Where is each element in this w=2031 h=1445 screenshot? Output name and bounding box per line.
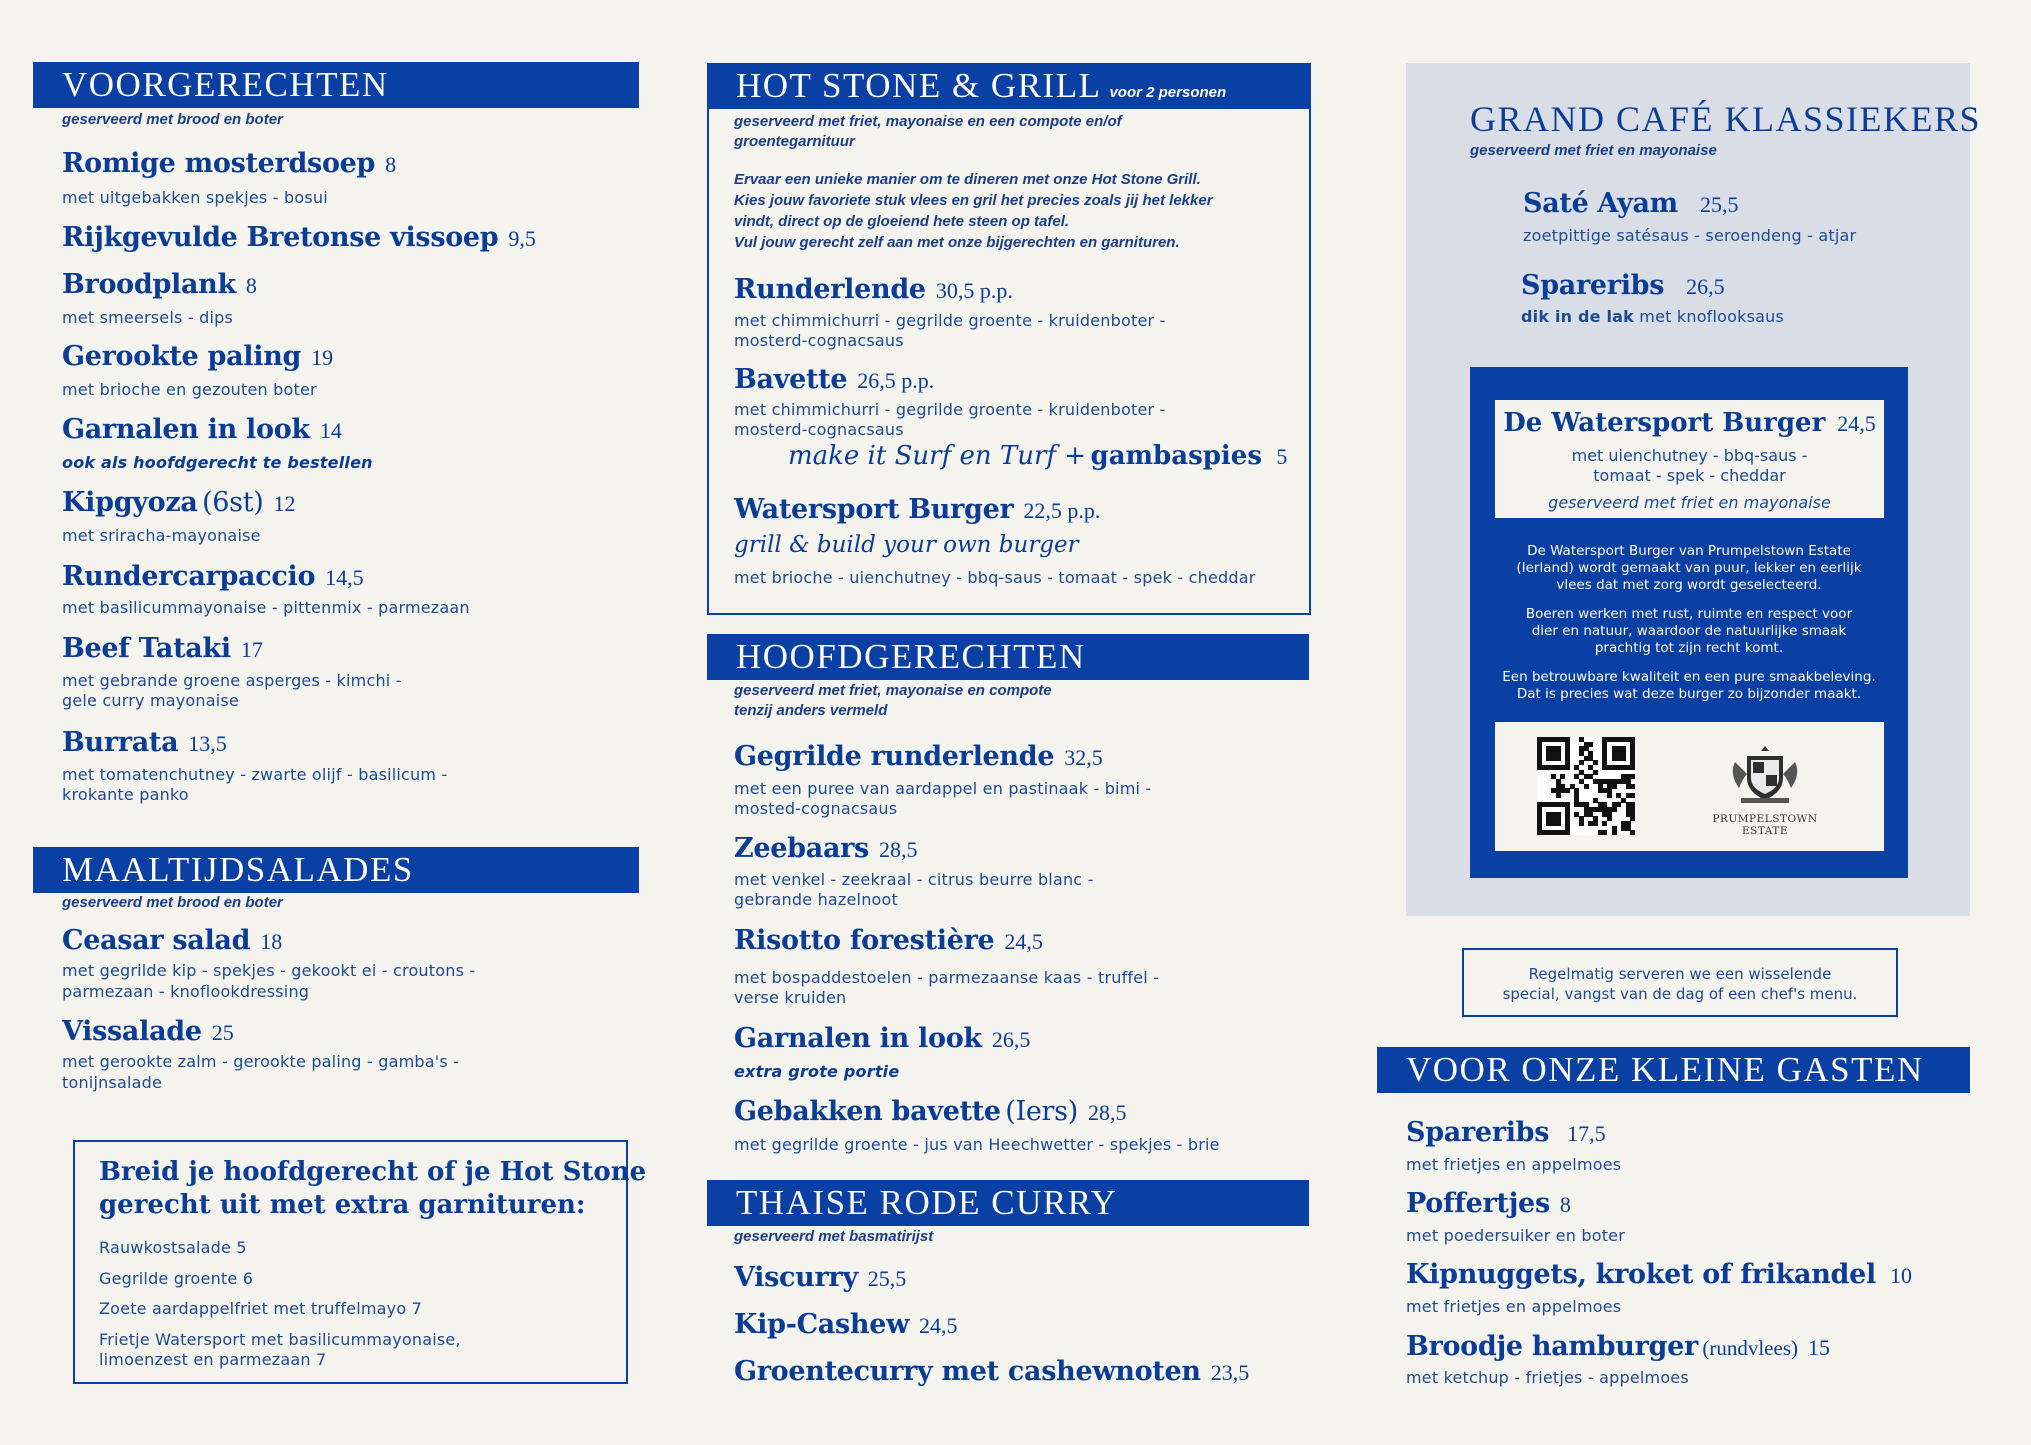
item-desc: [1521, 307, 1784, 327]
item-desc: verse kruiden: [734, 988, 847, 1007]
qr-module: [1579, 821, 1584, 826]
item-desc: met gerookte zalm - gerookte paling - gamba's -: [62, 1052, 460, 1071]
menu-item: [1406, 1331, 1830, 1362]
item-desc: met tomatenchutney - zwarte olijf - basilicum -: [62, 765, 448, 784]
story-line: De Watersport Burger van Prumpelstown Estate: [1527, 543, 1851, 559]
item-desc: mosterd-cognacsaus: [734, 331, 904, 350]
item-price: 25,5: [867, 1266, 907, 1291]
section-note-line: geserveerd met friet, mayonaise en compote: [734, 682, 1052, 699]
section-title-hotstone: [707, 63, 1311, 109]
menu-item: [62, 561, 364, 592]
item-price: 28,5: [878, 837, 918, 862]
item-price: 9,5: [508, 226, 536, 251]
item-name: Saté Ayam: [1523, 188, 1678, 219]
section-title-voorgerechten: VOORGERECHTEN: [33, 62, 639, 108]
menu-item: [1521, 270, 1725, 301]
qr-module: [1565, 765, 1570, 770]
item-name: Zeebaars: [734, 833, 869, 864]
intro-line: Kies jouw favoriete stuk vlees en gril het precies zoals jij het lekker: [734, 192, 1213, 209]
item-desc: met brioche en gezouten boter: [62, 380, 317, 399]
item-desc: met gebrande groene asperges - kimchi -: [62, 671, 402, 690]
section-title-hoofdgerechten: HOOFDGERECHTEN: [707, 634, 1309, 680]
item-desc: met een puree van aardappel en pastinaak - bimi -: [734, 779, 1152, 798]
garnituur-item: limoenzest en parmezaan 7: [99, 1350, 327, 1369]
item-name: Gegrilde runderlende: [734, 741, 1055, 772]
garnituur-item: Gegrilde groente 6: [99, 1269, 254, 1288]
item-price: 18: [260, 929, 283, 954]
qr-module: [1612, 830, 1617, 835]
item-desc: met frietjes en appelmoes: [1406, 1297, 1622, 1316]
intro-line: vindt, direct op de gloeiend hete steen op tafel.: [734, 213, 1070, 230]
item-name: Groentecurry met cashewnoten: [734, 1356, 1201, 1387]
burger-price: 24,5: [1837, 411, 1876, 436]
item-desc: met basilicummayonaise - pittenmix - parmezaan: [62, 598, 470, 617]
qr-module: [1565, 830, 1570, 835]
menu-item: [62, 487, 296, 518]
item-name: Risotto forestière: [734, 925, 995, 956]
item-note: ook als hoofdgerecht te bestellen: [62, 453, 373, 472]
item-desc: mosterd-cognacsaus: [734, 420, 904, 439]
item-name: Burrata: [62, 727, 179, 758]
section-note: [734, 112, 1122, 152]
section-title-small: voor 2 personen: [1109, 84, 1227, 101]
item-name: Rijkgevulde Bretonse vissoep: [62, 222, 499, 253]
qr-logo-card: [1495, 722, 1884, 851]
surf-turf-bold: gambaspies: [1090, 441, 1262, 471]
item-desc-bold: dik in de lak: [1521, 307, 1634, 326]
item-name: Broodplank: [62, 269, 236, 300]
hotstone-intro: [734, 169, 1213, 253]
section-note-line: tenzij anders vermeld: [734, 702, 888, 719]
item-desc: met frietjes en appelmoes: [1406, 1155, 1622, 1174]
item-name: Watersport Burger: [734, 494, 1014, 525]
special-line: special, vangst van de dag of een chef's menu.: [1502, 985, 1858, 1003]
story-line: Boeren werken met rust, ruimte en respect voor: [1525, 606, 1853, 622]
item-price: 15: [1808, 1335, 1830, 1360]
item-price: 19: [311, 345, 334, 370]
qr-module: [1556, 756, 1561, 761]
item-price: 14: [319, 418, 342, 443]
burger-desc-line: met uienchutney - bbq-saus -: [1571, 446, 1808, 465]
qr-module: [1616, 802, 1621, 807]
menu-item: [734, 925, 1043, 956]
qr-module: [1602, 830, 1607, 835]
menu-item: [734, 1262, 906, 1293]
burger-story: [1470, 543, 1908, 703]
menu-item: [734, 1309, 958, 1340]
qr-module: [1630, 830, 1635, 835]
menu-item: [1406, 1188, 1571, 1219]
menu-item: [734, 833, 917, 864]
qr-module: [1607, 816, 1612, 821]
item-price: 8: [245, 273, 257, 298]
item-price: 14,5: [325, 565, 364, 590]
item-desc: met brioche - uienchutney - bbq-saus - tomaat - spek - cheddar: [734, 568, 1256, 587]
item-name: Spareribs: [1406, 1117, 1550, 1148]
item-name: Garnalen in look: [62, 414, 310, 445]
logo-line: PRUMPELSTOWN: [1712, 813, 1818, 825]
special-text: [1464, 964, 1896, 1004]
menu-item: [734, 274, 1013, 305]
section-note-line: geserveerd met friet, mayonaise en een compote en/of: [734, 113, 1122, 130]
qr-module: [1630, 765, 1635, 770]
section-title: HOT STONE & GRILL: [736, 66, 1102, 105]
item-name: Spareribs: [1521, 270, 1665, 301]
item-name: Kipnuggets, kroket of frikandel: [1406, 1259, 1876, 1290]
qr-module: [1579, 760, 1584, 765]
item-desc: met chimmichurri - gegrilde groente - kruidenboter -: [734, 311, 1166, 330]
item-price: 10: [1889, 1263, 1912, 1288]
item-name: Poffertjes: [1406, 1188, 1550, 1219]
item-name: Vissalade: [62, 1016, 202, 1047]
item-name: Beef Tataki: [62, 633, 231, 664]
story-line: vlees dat met zorg wordt geselecteerd.: [1556, 577, 1822, 593]
menu-item: [62, 222, 536, 253]
section-note: geserveerd met brood en boter: [62, 894, 283, 911]
item-desc: mosted-cognacsaus: [734, 799, 898, 818]
menu-item: [734, 1356, 1249, 1387]
qr-module: [1556, 821, 1561, 826]
item-price: 12: [273, 491, 296, 516]
menu-item: [734, 494, 1100, 525]
item-desc-rest: met knoflooksaus: [1639, 307, 1785, 326]
special-box: [1462, 948, 1898, 1017]
item-name-extra: (rundvlees): [1702, 1336, 1798, 1360]
item-name: Runderlende: [734, 274, 926, 305]
section-note: geserveerd met basmatirijst: [734, 1228, 934, 1245]
menu-item: [62, 269, 257, 300]
item-desc: met gegrilde kip - spekjes - gekookt ei - croutons -: [62, 961, 476, 980]
item-price: 17: [240, 637, 263, 662]
qr-module: [1588, 742, 1593, 747]
burger-card: [1495, 400, 1884, 518]
item-price: 8: [1559, 1192, 1571, 1217]
qr-module: [1560, 774, 1565, 779]
item-price: 32,5: [1064, 745, 1103, 770]
item-price: 25: [211, 1020, 234, 1045]
section-note: [734, 681, 1052, 721]
qr-module: [1602, 821, 1607, 826]
qr-module: [1630, 774, 1635, 779]
burger-title: [1495, 408, 1884, 438]
menu-item: [734, 1023, 1030, 1054]
garnituur-item: Zoete aardappelfriet met truffelmayo 7: [99, 1299, 422, 1318]
burger-desc-line: tomaat - spek - cheddar: [1593, 466, 1786, 485]
item-desc: met gegrilde groente - jus van Heechwetter - spekjes - brie: [734, 1135, 1220, 1154]
qr-module: [1612, 807, 1617, 812]
menu-item: [62, 341, 333, 372]
item-name: Ceasar salad: [62, 925, 251, 956]
qr-module: [1593, 821, 1598, 826]
garnituren-title-line: gerecht uit met extra garnituren:: [99, 1190, 586, 1220]
surf-turf-text: make it Surf en Turf +: [788, 441, 1087, 471]
menu-item: [734, 364, 934, 395]
item-price: 26,5: [1686, 274, 1725, 299]
crest-icon: [1705, 738, 1825, 808]
prumpelstown-logo: [1705, 738, 1825, 838]
qr-module: [1593, 760, 1598, 765]
story-line: prachtig tot zijn recht komt.: [1594, 640, 1784, 656]
menu-item: [1406, 1259, 1912, 1290]
item-name: Garnalen in look: [734, 1023, 982, 1054]
item-name: Gebakken bavette: [734, 1096, 1001, 1127]
item-name: Kipgyoza: [62, 487, 198, 518]
qr-module: [1556, 793, 1561, 798]
item-price: 24,5: [919, 1313, 958, 1338]
qr-code-icon[interactable]: [1537, 737, 1635, 835]
item-name: Rundercarpaccio: [62, 561, 316, 592]
item-desc: met bospaddestoelen - parmezaanse kaas - truffel -: [734, 968, 1160, 987]
qr-module: [1621, 756, 1626, 761]
logo-text: [1705, 813, 1825, 837]
garnituren-box: [73, 1140, 647, 1384]
qr-module: [1607, 793, 1612, 798]
burger-name: De Watersport Burger: [1503, 408, 1826, 438]
item-price: 8: [385, 152, 397, 177]
special-line: Regelmatig serveren we een wisselende: [1528, 965, 1832, 983]
section-note: geserveerd met brood en boter: [62, 111, 283, 128]
intro-line: Ervaar een unieke manier om te dineren met onze Hot Stone Grill.: [734, 171, 1201, 188]
menu-item: [62, 925, 282, 956]
garnituren-title-line: Breid je hoofdgerecht of je Hot Stone: [99, 1157, 647, 1187]
item-price: 28,5: [1087, 1100, 1127, 1125]
burger-desc: [1495, 446, 1884, 486]
item-price: 24,5: [1004, 929, 1043, 954]
item-name: Romige mosterdsoep: [62, 148, 376, 179]
item-name: Gerookte paling: [62, 341, 302, 372]
item-price: 13,5: [188, 731, 227, 756]
qr-module: [1612, 784, 1617, 789]
item-desc: parmezaan - knoflookdressing: [62, 982, 310, 1001]
item-price: 25,5: [1699, 192, 1739, 217]
menu-item: [1523, 188, 1738, 219]
section-title-maaltijdsalades: MAALTIJDSALADES: [33, 847, 639, 893]
qr-module: [1565, 788, 1570, 793]
item-desc: met ketchup - frietjes - appelmoes: [1406, 1368, 1689, 1387]
item-price: 23,5: [1210, 1360, 1250, 1385]
qr-module: [1630, 793, 1635, 798]
item-name-extra: (6st): [202, 487, 264, 518]
item-desc: met poedersuiker en boter: [1406, 1226, 1625, 1245]
section-title-kids: VOOR ONZE KLEINE GASTEN: [1377, 1047, 1970, 1093]
item-desc: met uitgebakken spekjes - bosui: [62, 188, 328, 207]
menu-item: [1406, 1117, 1606, 1148]
logo-line: ESTATE: [1742, 825, 1788, 837]
item-desc: gele curry mayonaise: [62, 691, 239, 710]
menu-item: [62, 727, 227, 758]
item-desc: met smeersels - dips: [62, 308, 233, 327]
story-line: Dat is precies wat deze burger zo bijzonder maakt.: [1516, 686, 1862, 702]
burger-tagline: grill & build your own burger: [734, 532, 1079, 558]
item-desc: met venkel - zeekraal - citrus beurre blanc -: [734, 870, 1094, 889]
story-line: Een betrouwbare kwaliteit en een pure smaakbeleving.: [1502, 669, 1876, 685]
item-note: extra grote portie: [734, 1062, 900, 1081]
menu-item: [734, 1096, 1126, 1127]
item-desc: gebrande hazelnoot: [734, 890, 898, 909]
surf-turf: [788, 441, 1287, 471]
item-desc: krokante panko: [62, 785, 189, 804]
qr-module: [1593, 770, 1598, 775]
story-line: (Ierland) wordt gemaakt van puur, lekker en eerlijk: [1516, 560, 1862, 576]
burger-note: geserveerd met friet en mayonaise: [1548, 493, 1831, 512]
item-desc: zoetpittige satésaus - seroendeng - atjar: [1523, 226, 1857, 245]
qr-module: [1584, 784, 1589, 789]
menu-item: [734, 741, 1103, 772]
story-line: dier en natuur, waardoor de natuurlijke smaak: [1531, 623, 1847, 639]
item-desc: tonijnsalade: [62, 1073, 163, 1092]
item-price: 5: [1276, 444, 1288, 469]
intro-line: Vul jouw gerecht zelf aan met onze bijgerechten en garnituren.: [734, 234, 1180, 251]
section-title-klassiekers: GRAND CAFÉ KLASSIEKERS: [1470, 99, 1982, 139]
item-price: 17,5: [1567, 1121, 1606, 1146]
section-title-curry: THAISE RODE CURRY: [707, 1180, 1309, 1226]
item-name: Bavette: [734, 364, 848, 395]
burger-feature: [1470, 367, 1908, 878]
item-name: Viscurry: [734, 1262, 858, 1293]
item-desc: met sriracha-mayonaise: [62, 526, 261, 545]
menu-item: [62, 148, 396, 179]
qr-module: [1630, 784, 1635, 789]
section-note: geserveerd met friet en mayonaise: [1470, 142, 1717, 159]
menu-item: [62, 633, 263, 664]
item-name: Broodje hamburger: [1406, 1331, 1698, 1362]
garnituren-title: [99, 1156, 646, 1222]
item-name-extra: (Iers): [1005, 1096, 1078, 1127]
menu-item: [62, 1016, 234, 1047]
garnituur-item: Frietje Watersport met basilicummayonaise,: [99, 1330, 461, 1349]
garnituur-item: Rauwkostsalade 5: [99, 1238, 247, 1257]
item-price: 26,5: [991, 1027, 1031, 1052]
item-price: 30,5 p.p.: [935, 278, 1013, 303]
item-name: Kip-Cashew: [734, 1309, 910, 1340]
item-price: 26,5 p.p.: [857, 368, 935, 393]
section-note-line: groentegarnituur: [734, 133, 855, 150]
qr-module: [1630, 816, 1635, 821]
item-desc: met chimmichurri - gegrilde groente - kruidenboter -: [734, 400, 1166, 419]
menu-item: [62, 414, 342, 445]
item-price: 22,5 p.p.: [1023, 498, 1101, 523]
